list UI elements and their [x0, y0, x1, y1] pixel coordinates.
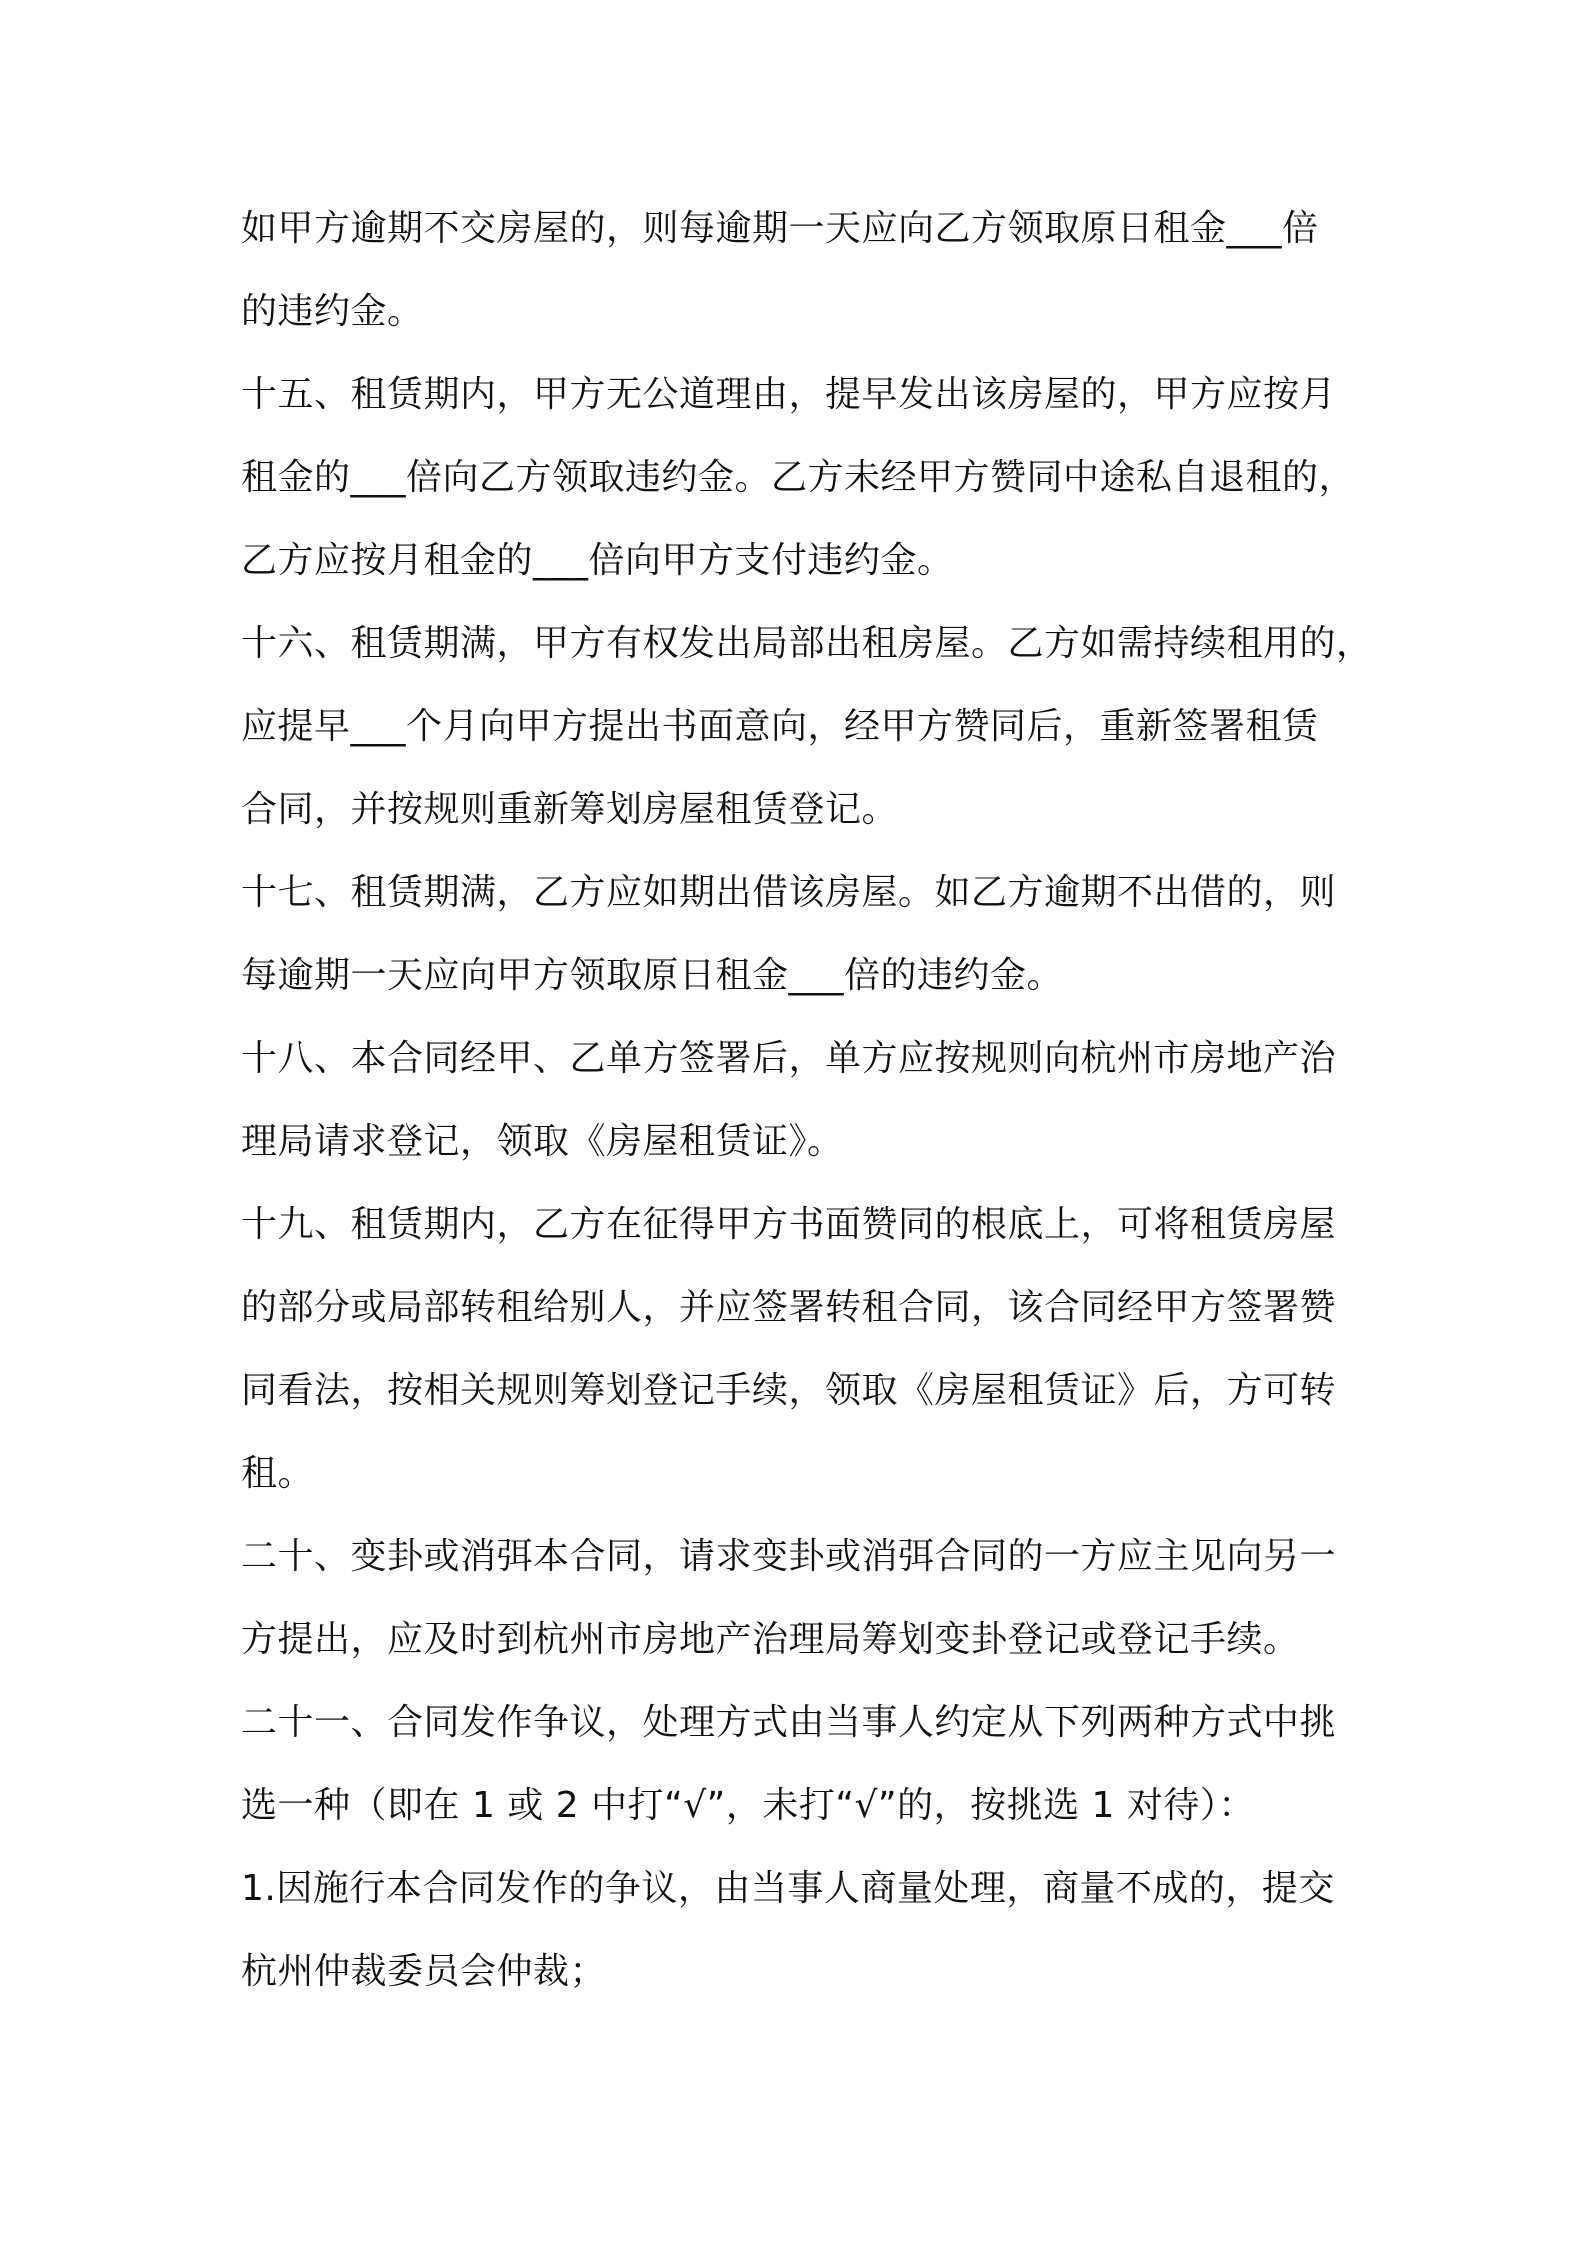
text-line: 乙方应按月租金的___倍向甲方支付违约金。 [241, 540, 954, 581]
text-line: 的部分或局部转租给别人，并应签署转租合同，该合同经甲方签署赞 [241, 1287, 1337, 1328]
text-line: 十七、租赁期满，乙方应如期出借该房屋。如乙方逾期不出借的，则 [241, 872, 1337, 913]
text-line: 的违约金。 [241, 291, 424, 332]
text-line: 二十一、合同发作争议，处理方式由当事人约定从下列两种方式中挑 [241, 1702, 1337, 1743]
text-line: 每逾期一天应向甲方领取原日租金___倍的违约金。 [241, 955, 1064, 996]
text-line: 租金的___倍向乙方领取违约金。乙方未经甲方赞同中途私自退租的， [241, 457, 1356, 498]
text-line: 十五、租赁期内，甲方无公道理由，提早发出该房屋的，甲方应按月 [241, 374, 1337, 415]
text-line: 同看法，按相关规则筹划登记手续，领取《房屋租赁证》后，方可转 [241, 1370, 1337, 1411]
text-line: 如甲方逾期不交房屋的，则每逾期一天应向乙方领取原日租金___倍 [241, 208, 1319, 249]
text-line: 方提出，应及时到杭州市房地产治理局筹划变卦登记或登记手续。 [241, 1619, 1300, 1660]
text-line: 十九、租赁期内，乙方在征得甲方书面赞同的根底上，可将租赁房屋 [241, 1204, 1337, 1245]
text-line: 十八、本合同经甲、乙单方签署后，单方应按规则向杭州市房地产治 [241, 1038, 1337, 1079]
text-line: 合同，并按规则重新筹划房屋租赁登记。 [241, 789, 899, 830]
text-line: 杭州仲裁委员会仲裁； [241, 1951, 607, 1992]
text-line: 租。 [241, 1453, 315, 1494]
text-line: 十六、租赁期满，甲方有权发出局部出租房屋。乙方如需持续租用的， [241, 623, 1373, 664]
text-line: 理局请求登记，领取《房屋租赁证》。 [241, 1121, 844, 1162]
text-line: 选一种（即在 1 或 2 中打“√”，未打“√”的，按挑选 1 对待）： [241, 1785, 1255, 1826]
text-line: 二十、变卦或消弭本合同，请求变卦或消弭合同的一方应主见向另一 [241, 1536, 1337, 1577]
text-line: 1.因施行本合同发作的争议，由当事人商量处理，商量不成的，提交 [241, 1868, 1335, 1909]
text-line: 应提早___个月向甲方提出书面意向，经甲方赞同后，重新签署租赁 [241, 706, 1319, 747]
